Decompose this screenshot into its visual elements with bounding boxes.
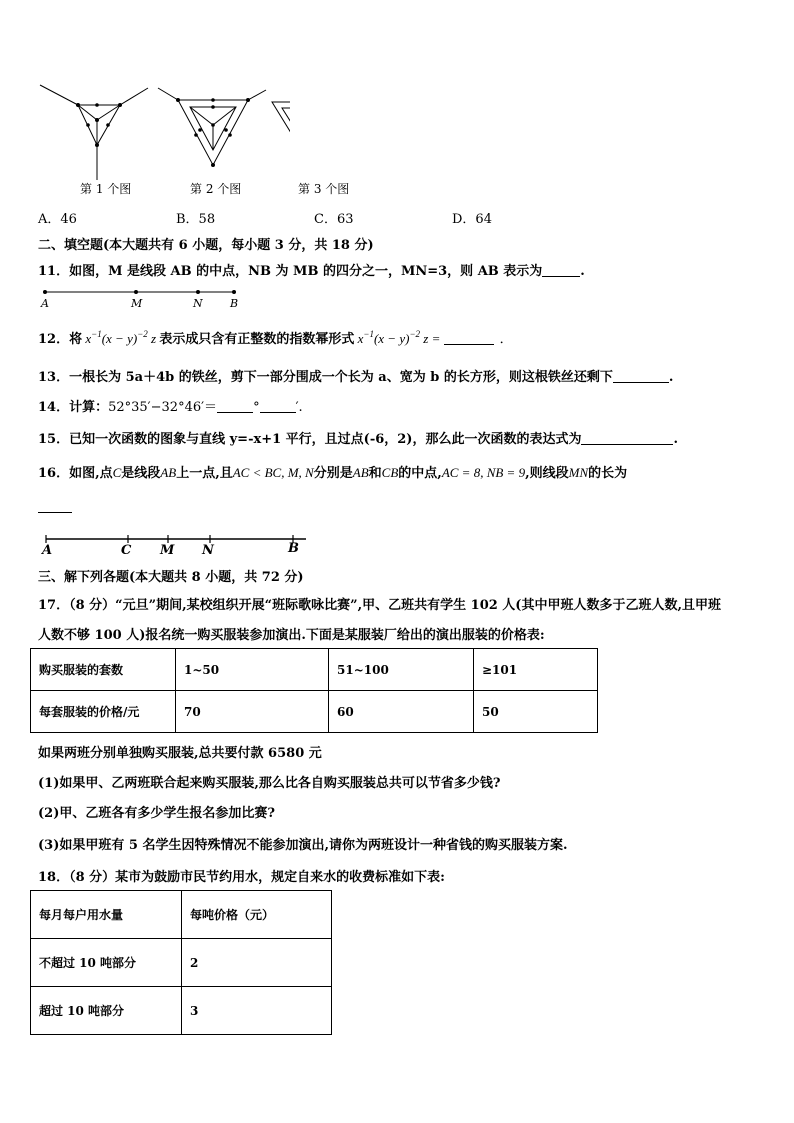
q11-answer-blank[interactable]: [542, 264, 580, 277]
table-cell: 60: [329, 691, 474, 733]
q16-answer-blank[interactable]: [38, 512, 72, 513]
question-16: 16．如图,点C是线段AB上一点,且AC < BC, M, N分别是AB和CB的中点,AC = 8, NB = 9,则线段MN的长为: [38, 465, 628, 481]
figure-label-3: 第 3 个图: [298, 182, 350, 196]
figure-1: [40, 85, 148, 180]
question-15: 15．已知一次函数的图象与直线 y=-x+1 平行，且过点(-6，2)，那么此一次函数的表达式为 .: [38, 432, 678, 447]
q18-water-table: [30, 890, 332, 1035]
q11-line-figure: [38, 285, 248, 310]
q11-point-a: A: [41, 297, 49, 310]
table-cell: ≥101: [474, 649, 598, 691]
q17-line-1: 17．（8 分）“元旦”期间,某校组织开展“班际歌咏比赛”,甲、乙班共有学生 102 人(其中甲班人数多于乙班人数,且甲班: [38, 598, 721, 613]
table-cell: 70: [176, 691, 329, 733]
q17-price-table: [30, 648, 598, 733]
figure-label-2: 第 2 个图: [190, 182, 242, 196]
figure-label-1: 第 1 个图: [80, 182, 132, 196]
question-14: 14．计算：52°35′−32°46′＝ ° ′.: [38, 400, 303, 415]
option-b: B．58: [176, 212, 216, 227]
table-cell: 每套服装的价格/元: [31, 691, 176, 733]
q16-point-c: C: [121, 543, 132, 558]
q12-expr-1: $x^{-1}(x - y)^{-2}$ z: [82, 329, 160, 346]
section-2-heading: 二、填空题(本大题共有 6 小题，每小题 3 分，共 18 分): [38, 238, 374, 253]
q16-line-figure: [38, 532, 318, 558]
q17-part-2: (2)甲、乙班各有多少学生报名参加比赛?: [38, 806, 275, 821]
table-cell: 每吨价格（元）: [182, 891, 332, 939]
q11-text: 11．如图，M 是线段 AB 的中点，NB 为 MB 的四分之一，MN=3，则 AB 表示为: [38, 264, 543, 279]
table-cell: 超过 10 吨部分: [31, 987, 182, 1035]
q11-point-m: M: [131, 297, 143, 310]
table-cell: 1~50: [176, 649, 329, 691]
q16-point-a: A: [42, 543, 53, 558]
q15-answer-blank[interactable]: [581, 432, 673, 445]
table-cell: 2: [182, 939, 332, 987]
table-cell: 不超过 10 吨部分: [31, 939, 182, 987]
question-13: 13．一根长为 5a＋4b 的铁丝，剪下一部分围成一个长为 a、宽为 b 的长方形，则这根铁丝还剩下 .: [38, 370, 674, 385]
q17-part-3: (3)如果甲班有 5 名学生因特殊情况不能参加演出,请你为两班设计一种省钱的购买服装方案.: [38, 838, 568, 853]
option-d: D．64: [452, 212, 492, 227]
q12-expr-2: $x^{-1}(x - y)^{-2}$ z =: [354, 329, 444, 346]
q16-point-n: N: [202, 543, 214, 558]
q17-line-2: 人数不够 100 人)报名统一购买服装参加演出.下面是某服装厂给出的演出服装的价格表:: [38, 628, 545, 643]
q17-after-table: 如果两班分别单独购买服装,总共要付款 6580 元: [38, 746, 322, 761]
q11-point-b: B: [230, 297, 239, 310]
option-c: C．63: [314, 212, 354, 227]
q17-part-1: (1)如果甲、乙两班联合起来购买服装,那么比各自购买服装总共可以节省多少钱?: [38, 776, 501, 791]
table-cell: 51~100: [329, 649, 474, 691]
q13-answer-blank[interactable]: [613, 370, 669, 383]
table-cell: 50: [474, 691, 598, 733]
section-3-heading: 三、解下列各题(本大题共 8 小题，共 72 分): [38, 570, 304, 585]
pattern-figures: [30, 80, 290, 200]
question-12: 12．将 $x^{-1}(x - y)^{-2}$ z 表示成只含有正整数的指数幂形式 $x^{-1}(x - y)^{-2}$ z = ．: [38, 329, 513, 347]
question-11: 11．如图，M 是线段 AB 的中点，NB 为 MB 的四分之一，MN=3，则 AB 表示为 .: [38, 264, 585, 279]
table-cell: 每月每户用水量: [31, 891, 182, 939]
question-18: 18．（8 分）某市为鼓励市民节约用水，规定自来水的收费标准如下表:: [38, 870, 445, 885]
q14-deg-blank[interactable]: [217, 400, 253, 413]
figure-3: [272, 102, 290, 180]
q11-point-n: N: [193, 297, 203, 310]
q12-answer-blank[interactable]: [444, 332, 494, 345]
table-cell: 3: [182, 987, 332, 1035]
q16-point-b: B: [288, 541, 299, 556]
table-cell: 购买服装的套数: [31, 649, 176, 691]
q16-point-m: M: [160, 543, 175, 558]
option-a: A．46: [38, 212, 77, 227]
q14-min-blank[interactable]: [260, 400, 296, 413]
